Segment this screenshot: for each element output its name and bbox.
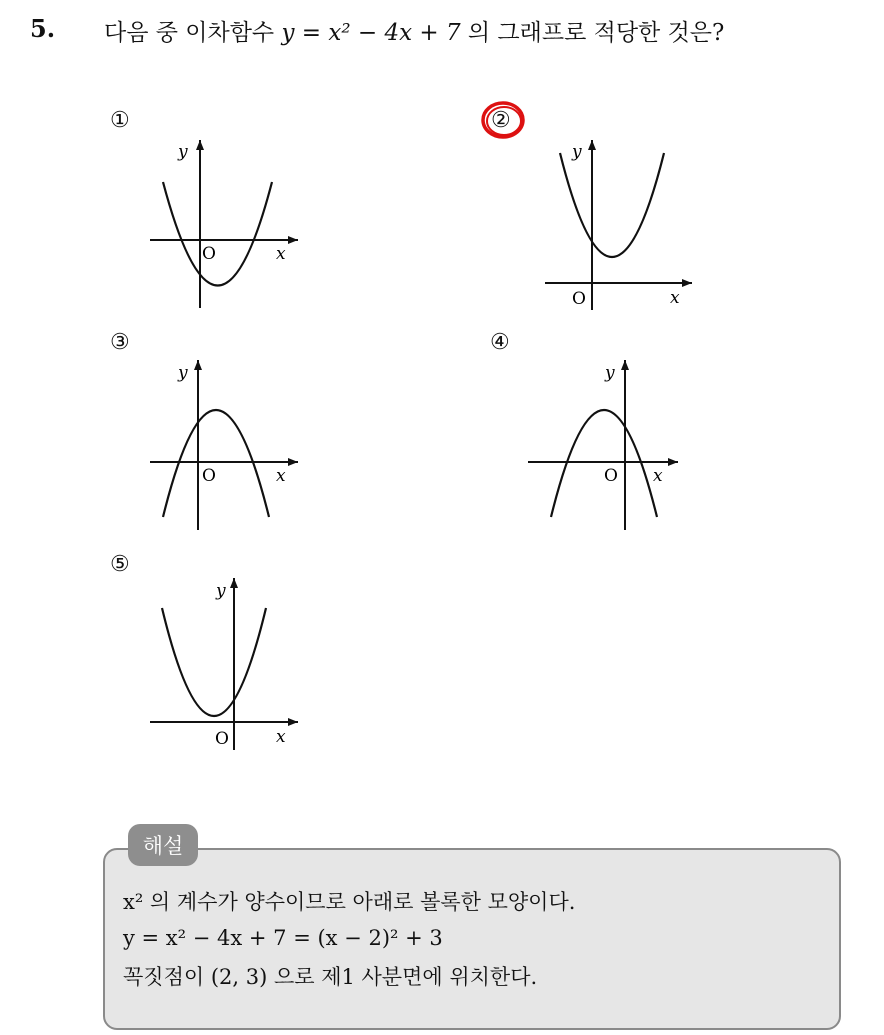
question-text — [104, 14, 724, 47]
parabola-curve — [551, 410, 657, 517]
solution-tag: 해설 — [128, 824, 198, 866]
option-1-label[interactable]: ① — [110, 108, 130, 133]
x-axis-arrow — [668, 458, 678, 466]
x-axis-label: x — [653, 466, 663, 486]
parabola-curve — [560, 153, 664, 257]
origin-label: O — [202, 466, 216, 486]
x-axis-arrow — [288, 236, 298, 244]
y-axis-label: y — [605, 363, 615, 383]
solution-line-3: 꼭짓점이 (2, 3) 으로 제1 사분면에 위치한다. — [123, 965, 538, 989]
y-axis-arrow — [196, 140, 204, 150]
x-axis-arrow — [682, 279, 692, 287]
origin-label: O — [215, 729, 229, 749]
parabola-curve — [163, 182, 272, 286]
parabola-curve — [162, 608, 266, 716]
y-axis-label: y — [178, 142, 188, 162]
y-axis-label: y — [178, 363, 188, 383]
origin-label: O — [202, 244, 216, 264]
x-axis-label: x — [276, 466, 286, 486]
option-4-label[interactable]: ④ — [490, 330, 510, 355]
option-5-label[interactable]: ⑤ — [110, 552, 130, 577]
y-axis-arrow — [194, 360, 202, 370]
x-axis-label: x — [276, 727, 286, 747]
question-equation: y = x² − 4x + 7 — [281, 20, 461, 46]
solution-line-1: x² 의 계수가 양수이므로 아래로 볼록한 모양이다. — [123, 890, 576, 914]
question-number: 5. — [30, 14, 56, 43]
y-axis-arrow — [230, 578, 238, 588]
question-text-after: 의 그래프로 적당한 것은? — [467, 20, 725, 46]
option-2-label[interactable]: ② — [491, 108, 511, 133]
x-axis-label: x — [670, 288, 680, 308]
y-axis-label: y — [216, 581, 226, 601]
parabola-curve — [163, 410, 269, 517]
x-axis-arrow — [288, 458, 298, 466]
y-axis-arrow — [621, 360, 629, 370]
x-axis-arrow — [288, 718, 298, 726]
x-axis-label: x — [276, 244, 286, 264]
origin-label: O — [572, 289, 586, 309]
origin-label: O — [604, 466, 618, 486]
answer-mark-circle — [478, 98, 530, 144]
y-axis-label: y — [572, 142, 582, 162]
solution-line-2: y = x² − 4x + 7 = (x − 2)² + 3 — [123, 926, 443, 950]
option-3-label[interactable]: ③ — [110, 330, 130, 355]
y-axis-arrow — [588, 140, 596, 150]
question-text-before: 다음 중 이차함수 — [104, 20, 275, 46]
